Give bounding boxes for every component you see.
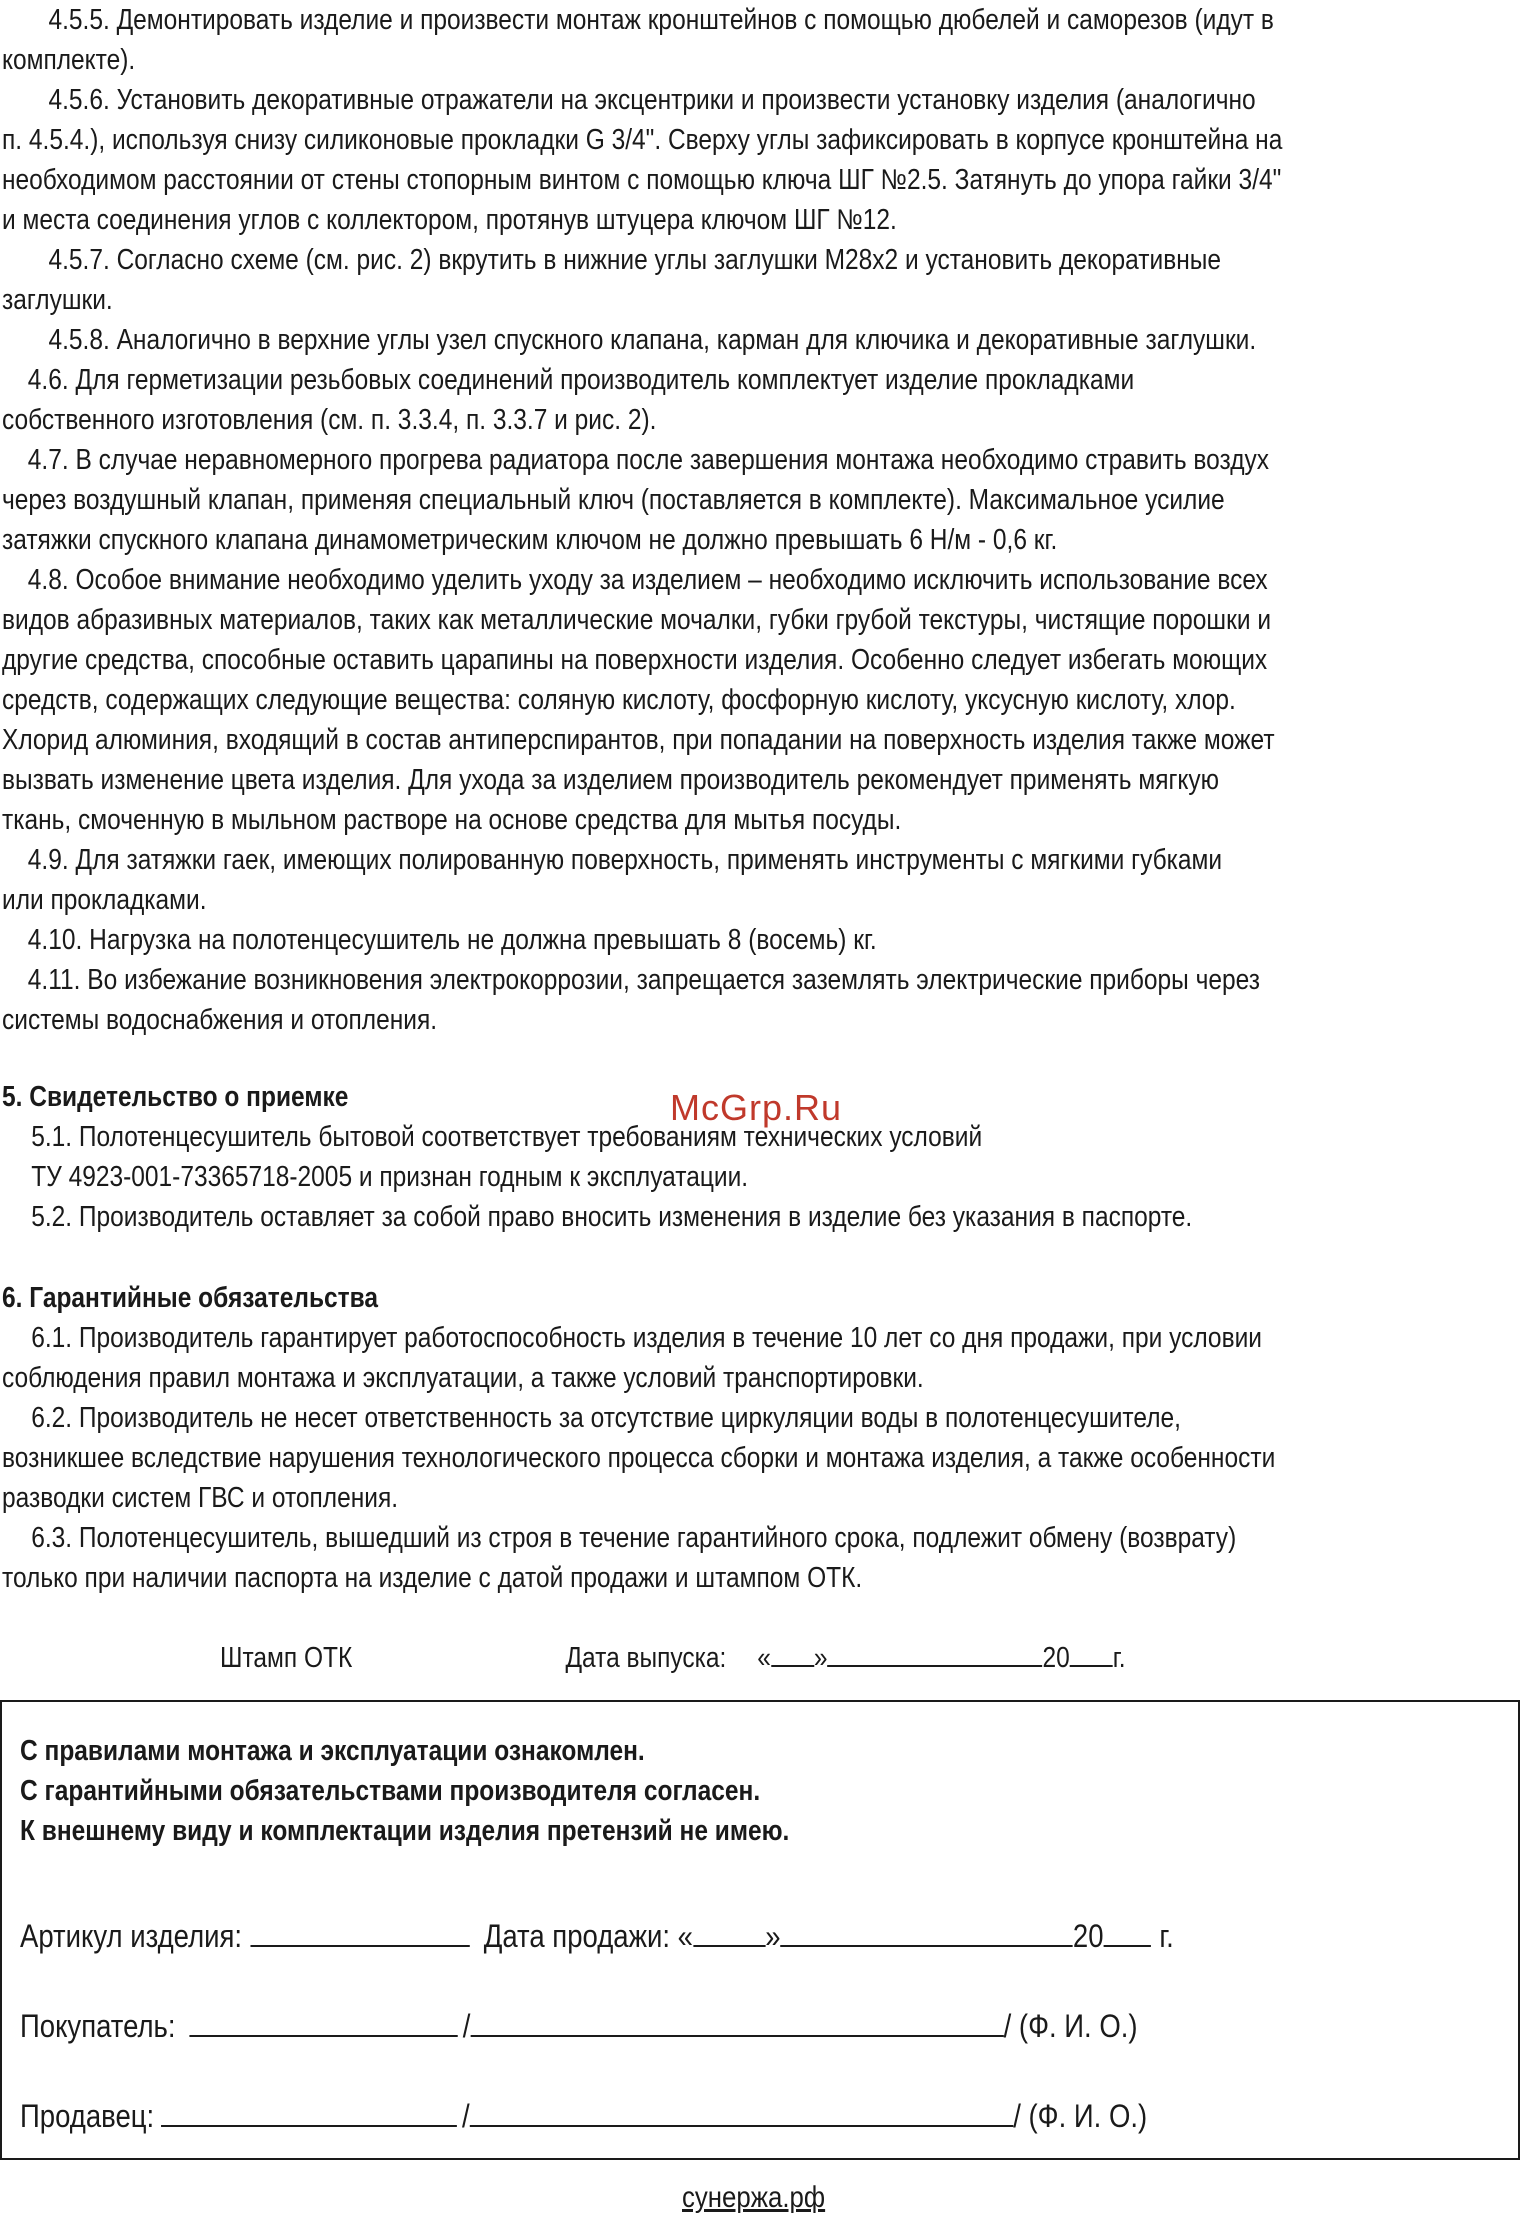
article-blank[interactable] bbox=[251, 1917, 470, 1947]
sale-quote-close: » bbox=[765, 1918, 781, 1954]
text-line: разводки систем ГВС и отопления. bbox=[2, 1482, 399, 1514]
text-line: 4.5.6. Установить декоративные отражатели на эксцентрики и произвести установку изделия (аналогично bbox=[48, 84, 1256, 116]
text-line: 4.8. Особое внимание необходимо уделить уходу за изделием – необходимо исключить использование всех bbox=[27, 564, 1268, 596]
paragraph-4-5-8 bbox=[2, 320, 1302, 360]
paragraph-4-5-5 bbox=[2, 0, 1302, 80]
paragraph-4-8 bbox=[2, 560, 1302, 840]
buyer-signature-blank[interactable] bbox=[189, 2007, 457, 2037]
seller-name-blank[interactable] bbox=[470, 2097, 1014, 2127]
text-line: 6.1. Производитель гарантирует работоспособность изделия в течение 10 лет со дня продажи, при условии bbox=[31, 1322, 1262, 1354]
text-line: комплекте). bbox=[2, 44, 136, 76]
sale-month-blank[interactable] bbox=[780, 1917, 1072, 1947]
seller-slash: / bbox=[462, 2098, 470, 2134]
buyer-row bbox=[20, 2006, 1293, 2046]
watermark: McGrp.Ru bbox=[670, 1087, 843, 1128]
quote-close: » bbox=[813, 1642, 828, 1674]
paragraph-4-11 bbox=[2, 960, 1302, 1040]
agreement-line: С правилами монтажа и эксплуатации ознакомлен. bbox=[20, 1735, 645, 1767]
text-line: только при наличии паспорта на изделие с датой продажи и штампом ОТК. bbox=[2, 1562, 863, 1594]
seller-fio: / (Ф. И. О.) bbox=[1013, 2098, 1148, 2134]
text-line: 5.1. Полотенцесушитель бытовой соответствует требованиям технических условий bbox=[31, 1121, 983, 1153]
paragraph-4-9 bbox=[2, 840, 1302, 920]
text-line: 4.10. Нагрузка на полотенцесушитель не должна превышать 8 (восемь) кг. bbox=[27, 924, 877, 956]
paragraph-4-6 bbox=[2, 360, 1302, 440]
day-blank[interactable] bbox=[771, 1637, 814, 1667]
text-line: 4.7. В случае неравномерного прогрева радиатора после завершения монтажа необходимо стравить воздух bbox=[27, 444, 1270, 476]
article-sale-row bbox=[20, 1916, 1293, 1956]
paragraph-6-2 bbox=[2, 1398, 1302, 1518]
text-line: 4.9. Для затяжки гаек, имеющих полированную поверхность, применять инструменты с мягкими губками bbox=[27, 844, 1223, 876]
section-5-heading bbox=[2, 1077, 1302, 1117]
text-line: п. 4.5.4.), используя снизу силиконовые прокладки G 3/4". Сверху углы зафиксировать в корпусе кронштейна на bbox=[2, 124, 1283, 156]
stamp-row bbox=[220, 1637, 1252, 1678]
text-line: соблюдения правил монтажа и эксплуатации, а также условий транспортировки. bbox=[2, 1362, 924, 1394]
sale-date-label: Дата продажи: « bbox=[483, 1918, 693, 1954]
buyer-name-blank[interactable] bbox=[470, 2007, 1003, 2037]
buyer-fio: / (Ф. И. О.) bbox=[1003, 2008, 1138, 2044]
sale-year-blank[interactable] bbox=[1104, 1917, 1151, 1947]
release-date-label: Дата выпуска: bbox=[565, 1642, 727, 1674]
paragraph-4-5-7 bbox=[2, 240, 1302, 320]
text-line: другие средства, способные оставить царапины на поверхности изделия. Особенно следует избегать моющих bbox=[2, 644, 1268, 676]
year-prefix: 20 bbox=[1042, 1642, 1070, 1674]
paragraph-5-2 bbox=[2, 1197, 1302, 1237]
text-line: возникшее вследствие нарушения технологического процесса сборки и монтажа изделия, а также особенности bbox=[2, 1442, 1276, 1474]
article-label: Артикул изделия: bbox=[20, 1918, 243, 1954]
text-line: и места соединения углов с коллектором, протянув штуцера ключом ШГ №12. bbox=[2, 204, 897, 236]
text-line: ткань, смоченную в мыльном растворе на основе средства для мытья посуды. bbox=[2, 804, 902, 836]
stamp-label: Штамп ОТК bbox=[220, 1642, 353, 1674]
quote-open: « bbox=[757, 1642, 771, 1674]
seller-label: Продавец: bbox=[20, 2098, 155, 2134]
sale-year-suffix: г. bbox=[1159, 1918, 1174, 1954]
text-line: 5.2. Производитель оставляет за собой право вносить изменения в изделие без указания в паспорте. bbox=[31, 1201, 1193, 1233]
paragraph-5-1 bbox=[2, 1117, 1302, 1197]
text-line: вызвать изменение цвета изделия. Для ухода за изделием производитель рекомендует применять мягкую bbox=[2, 764, 1220, 796]
text-line: 4.11. Во избежание возникновения электрокоррозии, запрещается заземлять электрические приборы через bbox=[27, 964, 1260, 996]
text-line: или прокладками. bbox=[2, 884, 207, 916]
text-line: ТУ 4923-001-73365718-2005 и признан годным к эксплуатации. bbox=[31, 1161, 749, 1193]
text-line: средств, содержащих следующие вещества: соляную кислоту, фосфорную кислоту, уксусную кислоту, хлор. bbox=[2, 684, 1236, 716]
heading-text: 6. Гарантийные обязательства bbox=[2, 1282, 379, 1314]
paragraph-6-1 bbox=[2, 1318, 1302, 1398]
text-line: 4.5.7. Согласно схеме (см. рис. 2) вкрутить в нижние углы заглушки М28х2 и установить декоративные bbox=[48, 244, 1221, 276]
text-line: 6.2. Производитель не несет ответственность за отсутствие циркуляции воды в полотенцесушителе, bbox=[31, 1402, 1181, 1434]
paragraph-4-7 bbox=[2, 440, 1302, 560]
text-line: необходимом расстоянии от стены стопорным винтом с помощью ключа ШГ №2.5. Затянуть до упора гайки 3/4" bbox=[2, 164, 1282, 196]
text-line: через воздушный клапан, применяя специальный ключ (поставляется в комплекте). Максимальное усилие bbox=[2, 484, 1225, 516]
footer-site-link[interactable]: сунержа.рф bbox=[682, 2181, 826, 2214]
paragraph-6-3 bbox=[2, 1518, 1302, 1598]
text-line: собственного изготовления (см. п. 3.3.4, п. 3.3.7 и рис. 2). bbox=[2, 404, 657, 436]
paragraph-4-10 bbox=[2, 920, 1302, 960]
sale-year-prefix: 20 bbox=[1072, 1918, 1104, 1954]
buyer-slash: / bbox=[462, 2008, 471, 2044]
text-line: затяжки спускного клапана динамометрическим ключом не должно превышать 6 Н/м - 0,6 кг. bbox=[2, 524, 1058, 556]
text-line: 4.5.8. Аналогично в верхние углы узел спускного клапана, карман для ключика и декоративные заглушки. bbox=[48, 324, 1257, 356]
text-line: Хлорид алюминия, входящий в состав антиперспирантов, при попадании на поверхность изделия также может bbox=[2, 724, 1275, 756]
seller-row bbox=[20, 2096, 1293, 2136]
agreement-line: С гарантийными обязательствами производителя согласен. bbox=[20, 1775, 761, 1807]
year-blank[interactable] bbox=[1070, 1637, 1113, 1667]
sale-day-blank[interactable] bbox=[693, 1917, 765, 1947]
heading-text: 5. Свидетельство о приемке bbox=[2, 1081, 349, 1113]
month-blank[interactable] bbox=[827, 1637, 1042, 1667]
section-6-heading bbox=[2, 1278, 1302, 1318]
text-line: системы водоснабжения и отопления. bbox=[2, 1004, 438, 1036]
text-line: 4.5.5. Демонтировать изделие и произвести монтаж кронштейнов с помощью дюбелей и саморезов (идут в bbox=[48, 4, 1274, 36]
agreement-line: К внешнему виду и комплектации изделия претензий не имею. bbox=[20, 1815, 790, 1847]
year-suffix: г. bbox=[1112, 1642, 1126, 1674]
seller-signature-blank[interactable] bbox=[161, 2097, 457, 2127]
buyer-label: Покупатель: bbox=[20, 2008, 176, 2044]
paragraph-4-5-6 bbox=[2, 80, 1302, 240]
text-line: заглушки. bbox=[2, 284, 113, 316]
text-line: видов абразивных материалов, таких как металлические мочалки, губки грубой текстуры, чистящие порошки и bbox=[2, 604, 1272, 636]
text-line: 6.3. Полотенцесушитель, вышедший из строя в течение гарантийного срока, подлежит обмену (возврату) bbox=[31, 1522, 1237, 1554]
agreement-statements bbox=[20, 1731, 1293, 1851]
text-line: 4.6. Для герметизации резьбовых соединений производитель комплектует изделие прокладками bbox=[27, 364, 1135, 396]
